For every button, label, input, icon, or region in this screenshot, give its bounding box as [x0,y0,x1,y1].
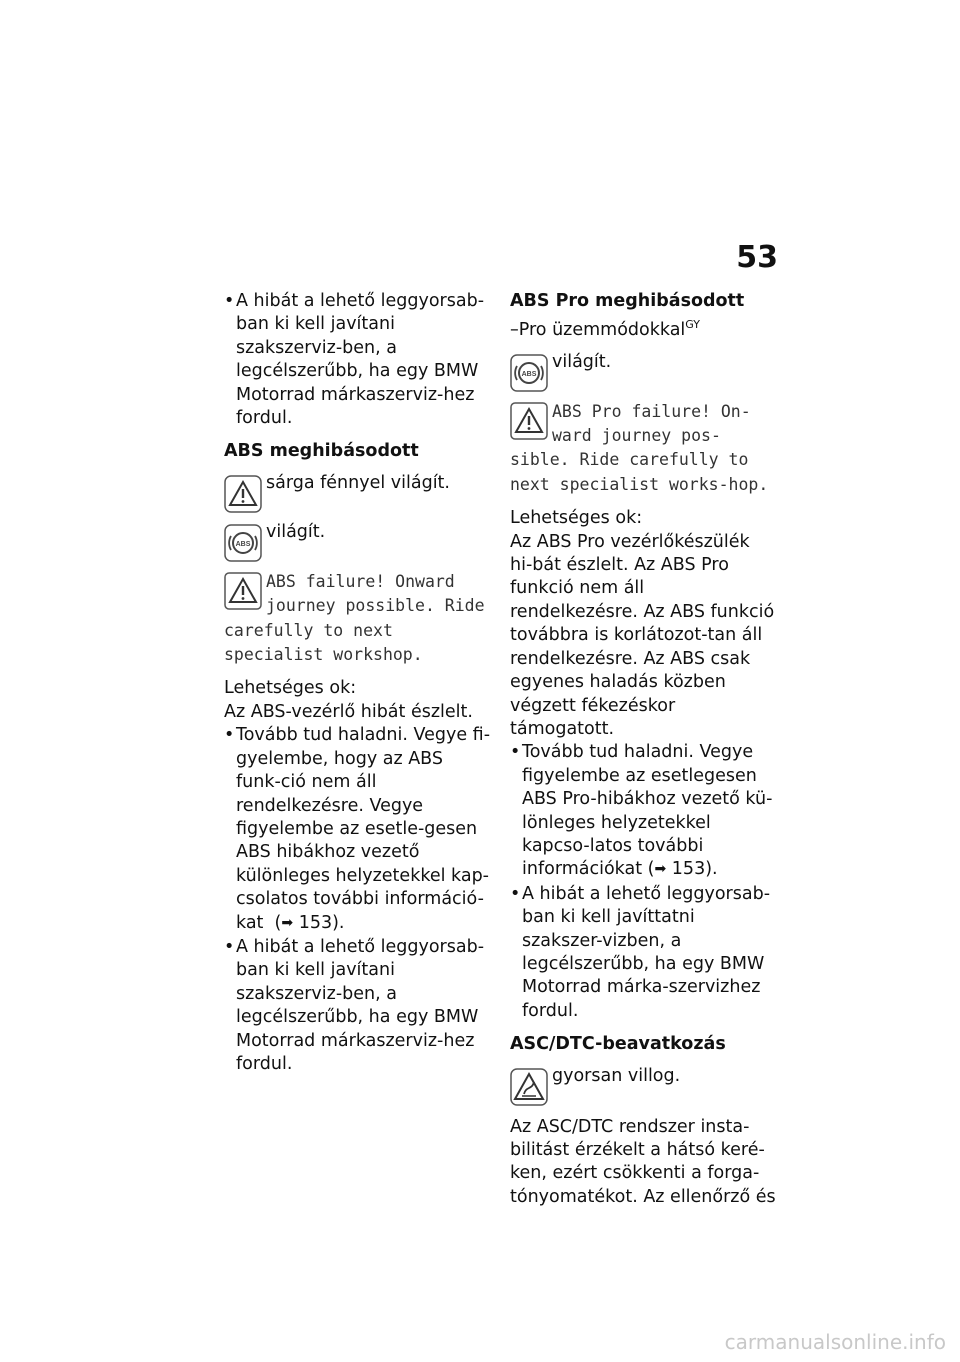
indicator-row: gyorsan villog. [510,1065,776,1106]
right-column: ABS Pro meghibásodott –Pro üzemmódokkal$^{GY}$ ABS világít. ABS Pro failure! On-ward journey pos-sible. Ride carefully to next specialist works-hop. Lehetséges ok: Az ABS Pro vezérlőkészülék hi-bát észlelt. Az ABS Pro funkció nem áll rendelkezésre. Az ABS funkció továbbra is korlátozot-tan áll rendelkezésre. Az ABS csak egyenes haladás közben végzett fékezéskor támogatott. • Tovább tud haladni. Vegye figyelembe az esetlegesen ABS Pro-hibákhoz vezető kü-lönleges helyzetekkel kapcso-latos további információkat (➡ 153). • A hibát a lehető leggyorsab-ban ki kell javíttatni szakszer-vizben, a legcélszerűbb, ha egy BMW Motorrad márka-szervizhez fordul. ASC/DTC-beavatkozás gyorsan villog. Az ASC/DTC rendszer insta-bilitást érzékelt a hátsó keré-ken, ezért csökkenti a forga-tónyomatékot. Az ellenőrző és [510,291,776,1207]
display-message: ABS Pro failure! On-ward journey pos-sible. Ride carefully to next specialist works-hop. [510,401,769,494]
section-heading: ASC/DTC-beavatkozás [510,1034,726,1055]
watermark: carmanualsonline.info [724,1330,946,1354]
page-number: 53 [736,240,778,275]
svg-text:ABS: ABS [235,540,251,548]
indicator-row: sárga fénnyel világít. [224,472,490,513]
indicator-row: ABS világít. [510,351,776,392]
arrow-ref-icon: ➡ [654,861,667,878]
warning-triangle-icon [224,572,262,610]
display-message: ABS failure! Onward journey possible. Ride carefully to next specialist workshop. [224,571,485,665]
arrow-ref-icon: ➡ [281,914,294,931]
list-item: • A hibát a lehető leggyorsab-ban ki kell javítani szakszerviz-ben, a legcélszerűbb, ha egy BMW Motorrad márkaszerviz-hez fordul. [224,936,485,1074]
warning-triangle-icon [224,475,262,513]
section-heading: ABS Pro meghibásodott [510,291,745,311]
asc-triangle-icon [510,1068,548,1106]
list-item: • A hibát a lehető leggyorsab-ban ki kell javíttatni szakszer-vizben, a legcélszerűbb, ha egy BMW Motorrad márka-szervizhez fordul. [510,883,771,1021]
abs-circle-icon [510,354,548,392]
svg-text:ABS: ABS [521,370,537,378]
list-item: • Tovább tud haladni. Vegye figyelembe az esetlegesen ABS Pro-hibákhoz vezető kü-lönleges helyzetekkel kapcso-latos további információkat (➡ 153). [510,741,776,882]
left-column: • A hibát a lehető leggyorsab-ban ki kell javítani szakszerviz-ben, a legcélszerűbb, ha egy BMW Motorrad márkaszerviz-hez fordul. ABS meghibásodott sárga fénnyel világít. ABS világít. ABS failure! Onward journey possible. Ride carefully to next specialist workshop. Lehetséges ok: Az ABS-vezérlő hibát észlelt. • Tovább tud haladni. Vegye fi-gyelembe, hogy az ABS funk-ció nem áll rendelkezésre. Vegye figyelembe az esetle-gesen ABS hibákhoz vezető különleges helyzetekkel kap-csolatos további információ-kat (➡ 153). • A hibát a lehető leggyorsab-ban ki kell javítani szakszerviz-ben, a legcélszerűbb, ha egy BMW Motorrad márkaszerviz-hez fordul. [224,290,490,1076]
section-heading: ABS meghibásodott [224,441,419,462]
indicator-row: ABS világít. [224,521,490,562]
list-item: • A hibát a lehető leggyorsab-ban ki kell javítani szakszerviz-ben, a legcélszerűbb, ha egy BMW Motorrad márkaszerviz-hez fordul. [224,291,485,429]
warning-triangle-icon [510,402,548,440]
abs-circle-icon [224,524,262,562]
list-item: • Tovább tud haladni. Vegye fi-gyelembe, hogy az ABS funk-ció nem áll rendelkezésre. Vegye figyelembe az esetle-gesen ABS hibákhoz vezető különleges helyzetekkel kap-csolatos további információ-kat (➡ 153). [224,724,490,936]
